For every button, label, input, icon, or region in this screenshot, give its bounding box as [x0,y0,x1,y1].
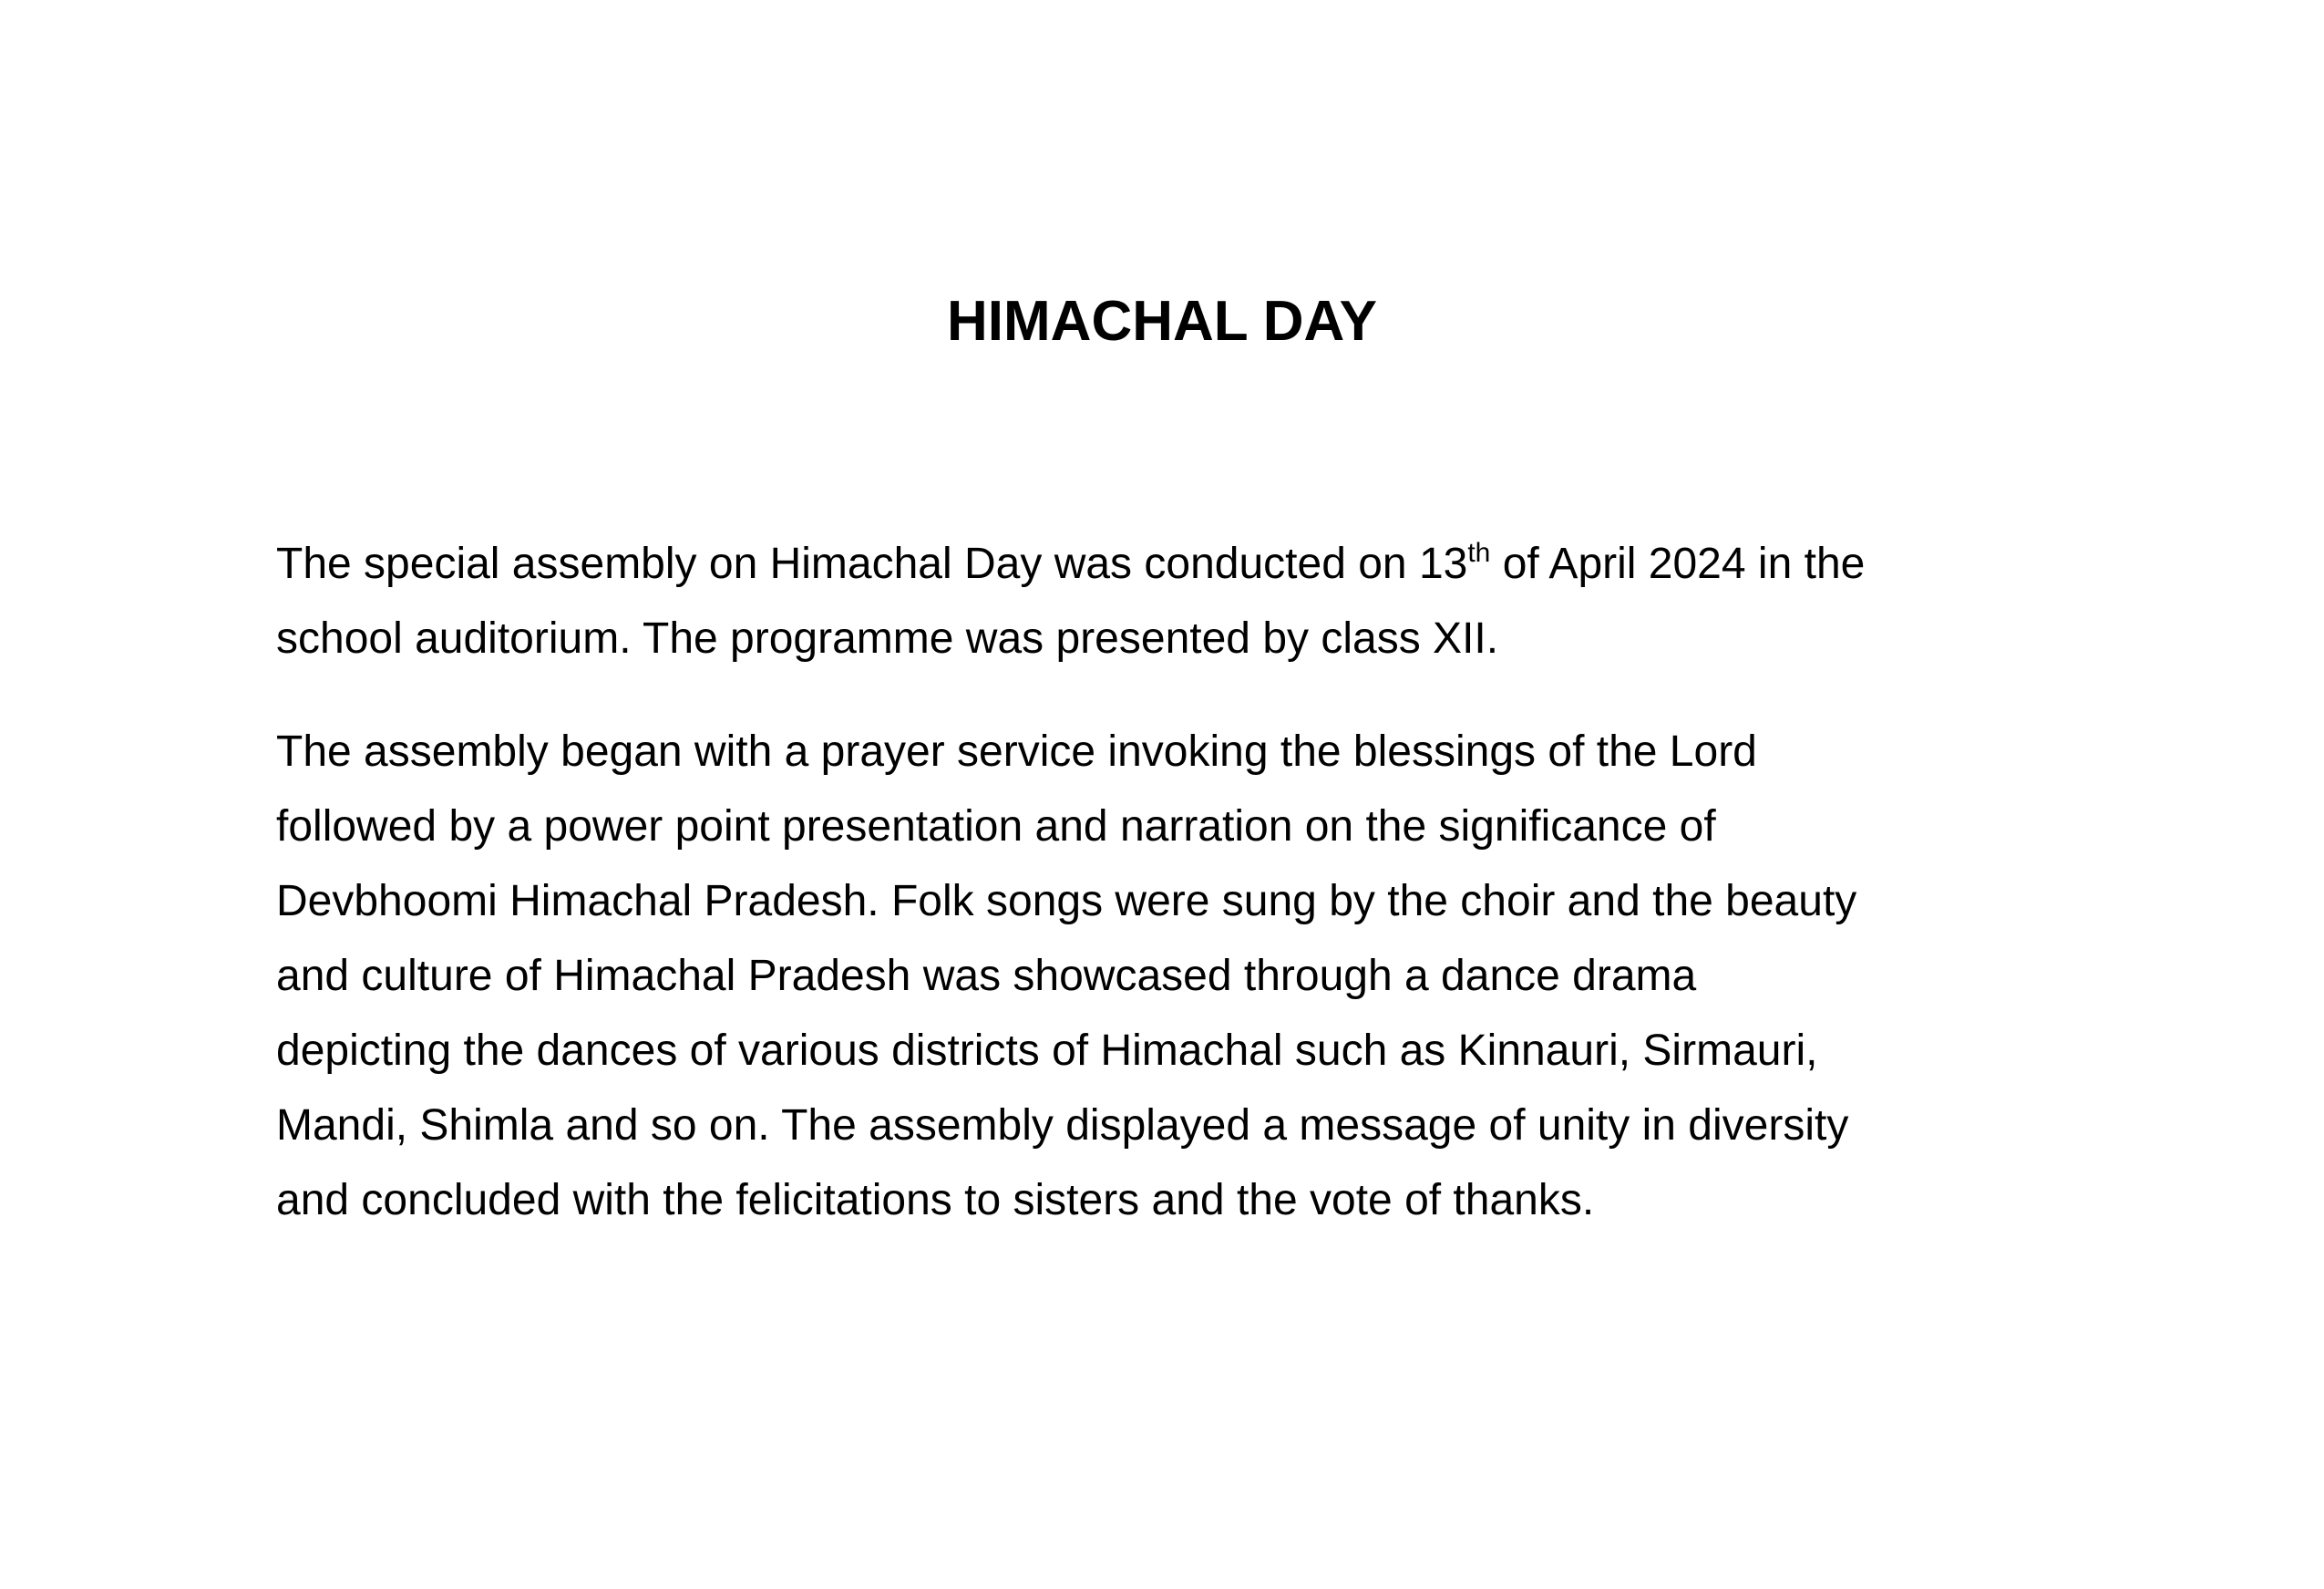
line-text: The special assembly on Himachal Day was conducted on 13 [276,540,1468,588]
paragraph-line: school auditorium. The programme was presented by class XII. [276,614,1499,663]
document-body [276,527,2099,1238]
paragraph-line: Mandi, Shimla and so on. The assembly displayed a message of unity in diversity [276,1101,1849,1150]
paragraph-line [276,527,2099,602]
line-text: of April 2024 in the [1490,540,1866,588]
paragraph-line: followed by a power point presentation and narration on the significance of [276,802,1716,851]
paragraph-line: and culture of Himachal Pradesh was showcased through a dance drama [276,952,1697,1000]
page-title: HIMACHAL DAY [947,290,1377,353]
paragraph-line: The assembly began with a prayer service invoking the blessings of the Lord [276,727,1757,776]
paragraph-programme-summary [276,715,2099,1238]
paragraph-event-details [276,527,2099,676]
paragraph-line: Devbhoomi Himachal Pradesh. Folk songs were sung by the choir and the beauty [276,877,1857,925]
paragraph-line: and concluded with the felicitations to sisters and the vote of thanks. [276,1176,1595,1224]
ordinal-suffix: th [1467,538,1491,568]
paragraph-line: depicting the dances of various districts of Himachal such as Kinnauri, Sirmauri, [276,1027,1818,1075]
